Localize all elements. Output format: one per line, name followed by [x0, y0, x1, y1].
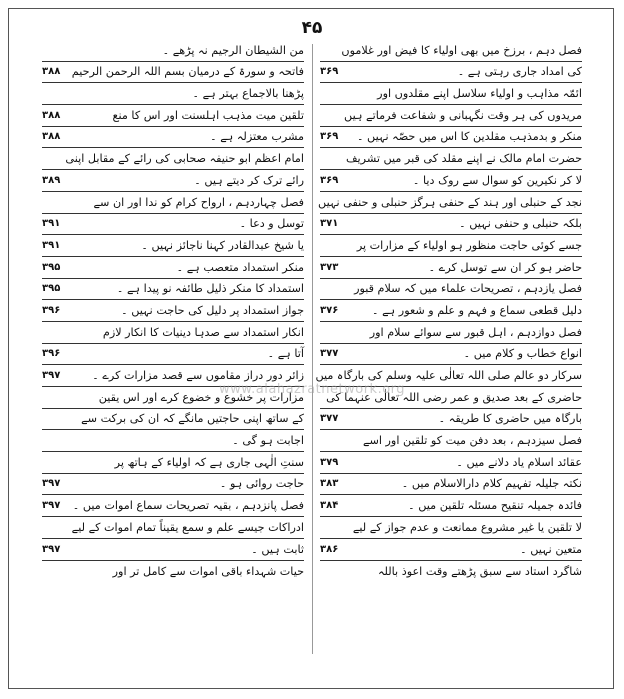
index-entry	[42, 322, 304, 344]
entry-text: مزارات پر خشوع و خضوع کرے اور اس یقین	[98, 390, 304, 404]
index-entry	[320, 105, 582, 127]
entry-text: فصل یازدہم ، تصریحات علماء میں کہ سلام قبور	[354, 282, 582, 296]
entry-text: حضرت امام مالک نے اپنے مقلد کی قبر میں تشریف	[345, 152, 582, 166]
entry-text: لا کر نکیرین کو سوال سے روک دیا ۔	[412, 173, 582, 187]
index-entry	[320, 561, 582, 583]
entry-page-number: ۳۶۹	[320, 66, 339, 78]
index-entry	[42, 539, 304, 561]
index-entry	[42, 495, 304, 517]
index-entry	[42, 62, 304, 84]
entry-page-number: ۳۹۷	[42, 370, 61, 381]
index-entry	[42, 127, 304, 149]
entry-text: مشرب معتزلہ ہے ۔	[210, 130, 304, 144]
entry-page-number: ۳۹۷	[42, 478, 61, 490]
entry-text: ائمّہ مذاہب و اولیاء سلاسل اپنے مقلدوں اور	[377, 87, 582, 101]
watermark-text: www.alahazratnetwork.org	[218, 382, 406, 397]
entry-text: استمداد کا منکر ذلیل طائفہ نو پیدا ہے ۔	[116, 282, 304, 296]
index-entry	[320, 322, 582, 344]
index-entry	[42, 40, 304, 62]
entry-page-number: ۳۹۶	[42, 348, 61, 360]
index-entry	[320, 495, 582, 517]
entry-text: منکر و بدمذہب مقلدین کا اس میں حصّہ نہیں ۔	[356, 130, 582, 144]
index-entry	[42, 148, 304, 170]
index-entry	[42, 235, 304, 257]
index-entry	[320, 83, 582, 105]
entry-text: یا شیخ عبدالقادر کہنا ناجائز نہیں ۔	[141, 238, 304, 252]
index-entry	[320, 409, 582, 431]
entry-text: فصل دوازدہم ، اہل قبور سے سوائے سلام اور	[369, 325, 582, 339]
index-entry	[320, 40, 582, 62]
index-entry	[42, 192, 304, 214]
entry-page-number: ۳۸۸	[42, 131, 61, 143]
entry-text: کے ساتھ اپنی حاجتیں مانگے کہ ان کی برکت سے	[81, 412, 304, 426]
index-entry	[42, 517, 304, 539]
entry-text: فاتحہ و سورۃ کے درمیان بسم اللہ الرحمن الرحیم	[71, 65, 304, 79]
index-entry	[42, 83, 304, 105]
entry-text: من الشیطان الرجیم نہ پڑھے ۔	[162, 43, 304, 57]
entry-page-number: ۳۹۷	[42, 543, 61, 555]
entry-page-number: ۳۷۱	[320, 218, 339, 230]
entry-page-number: ۳۹۱	[42, 239, 61, 251]
index-entry	[320, 257, 582, 279]
index-entry	[320, 279, 582, 301]
index-entry	[42, 452, 304, 474]
index-entry	[320, 300, 582, 322]
entry-text: بارگاہ میں حاضری کا طریقہ ۔	[438, 412, 582, 426]
index-entry	[320, 127, 582, 149]
entry-text: کی امداد جاری رہتی ہے ۔	[457, 65, 582, 79]
entry-text: امام اعظم ابو حنیفہ صحابی کی رائے کے مقابل اپنی	[65, 152, 304, 166]
entry-page-number: ۳۶۹	[320, 131, 339, 143]
entry-text: حاضر ہو کر ان سے توسل کرے ۔	[428, 260, 582, 274]
entry-text: فصل سیزدہم ، بعد دفن میت کو تلقین اور اسے	[362, 434, 582, 448]
index-entry	[320, 430, 582, 452]
index-entry	[42, 344, 304, 366]
index-entry	[42, 214, 304, 236]
index-entry	[320, 344, 582, 366]
left-column	[42, 40, 304, 660]
page-number: ۴۵	[301, 18, 323, 38]
index-entry	[320, 474, 582, 496]
index-entry	[320, 539, 582, 561]
right-column	[315, 40, 582, 660]
entry-text: ادراکات جیسے علم و سمع یقیناً تمام اموات کے لیے	[71, 520, 304, 534]
entry-page-number: ۳۹۶	[42, 304, 61, 316]
index-entry	[320, 192, 582, 214]
entry-page-number: ۳۸۸	[42, 66, 61, 78]
entry-text: منکر استمداد متعصب ہے ۔	[176, 260, 304, 274]
entry-text: جواز استمداد پر دلیل کی حاجت نہیں ۔	[121, 303, 304, 317]
index-entry	[42, 279, 304, 301]
index-entry	[42, 474, 304, 496]
entry-page-number: ۳۷۶	[320, 304, 339, 316]
entry-text: جسے کوئی حاجت منظور ہو اولیاء کے مزارات پر	[356, 238, 582, 252]
index-entry	[42, 257, 304, 279]
entry-text: سنتِ الٰہی جاری ہے کہ اولیاء کے ہاتھ پر	[114, 455, 304, 469]
entry-text: عقائد اسلام یاد دلانے میں ۔	[456, 455, 582, 469]
entry-text: رائے ترک کر دیتے ہیں ۔	[194, 173, 304, 187]
entry-page-number: ۳۷۳	[320, 261, 339, 273]
entry-text: اجابت ہو گی ۔	[232, 434, 304, 448]
entry-text: حاضری کے بعد صدیق و عمر رضی اللہ تعالٰی عنہما کی	[326, 390, 582, 404]
entry-text: تلقین میت مذہب اہلسنت اور اس کا منع	[112, 108, 304, 122]
entry-text: انواع خطاب و کلام میں ۔	[463, 347, 582, 361]
index-entry	[42, 409, 304, 431]
entry-page-number: ۳۸۴	[320, 500, 339, 512]
index-entry	[320, 517, 582, 539]
index-entry	[320, 452, 582, 474]
entry-page-number: ۳۹۷	[42, 500, 61, 512]
index-entry	[42, 170, 304, 192]
entry-text: فائدہ جمیلہ تنقیح مسئلہ تلقین میں ۔	[408, 499, 582, 513]
index-entry	[320, 148, 582, 170]
entry-text: پڑھنا بالاجماع بہتر ہے ۔	[192, 87, 304, 101]
index-entry	[320, 235, 582, 257]
entry-text: توسل و دعا ۔	[239, 217, 304, 231]
entry-text: ثابت ہیں ۔	[251, 542, 304, 556]
entry-page-number: ۳۷۷	[320, 413, 339, 425]
entry-page-number: ۳۹۵	[42, 261, 61, 273]
entry-text: فصل چہاردہم ، ارواح کرام کو ندا اور ان سے	[93, 195, 304, 209]
entry-text: فصل پانزدہم ، بقیہ تصریحات سماع اموات میں ۔	[72, 499, 304, 513]
entry-text: متعین نہیں ۔	[520, 542, 582, 556]
entry-page-number: ۳۷۷	[320, 348, 339, 360]
entry-page-number: ۳۸۳	[320, 478, 339, 490]
entry-text: نکتہ جلیلہ تفہیم کلام دارالاسلام میں ۔	[401, 477, 582, 491]
index-entry	[320, 170, 582, 192]
entry-page-number: ۳۸۶	[320, 543, 339, 555]
entry-page-number: ۳۷۹	[320, 456, 339, 468]
index-entry	[320, 214, 582, 236]
entry-page-number: ۳۶۹	[320, 174, 339, 186]
entry-text: شاگرد استاد سے سبق پڑھتے وقت اعوذ باللہ	[377, 565, 582, 579]
entry-text: نجد کے حنبلی اور ہند کے حنفی ہرگز حنبلی و حنفی نہیں	[318, 195, 582, 209]
entry-text: سرکار دو عالم صلی اللہ تعالٰی علیہ وسلم کی بارگاہ میں	[315, 369, 582, 382]
entry-page-number: ۳۹۵	[42, 283, 61, 295]
index-entry	[42, 300, 304, 322]
entry-text: حیات شہداء باقی اموات سے کامل تر اور	[112, 565, 304, 579]
index-entry	[320, 62, 582, 84]
entry-page-number: ۳۸۹	[42, 174, 61, 186]
entry-text: بلکہ حنبلی و حنفی نہیں ۔	[459, 217, 582, 231]
index-entry	[42, 430, 304, 452]
entry-text: فصل دہم ، برزخ میں بھی اولیاء کا فیض اور غلاموں	[341, 43, 582, 57]
entry-text: انکار استمداد سے صدہا دینیات کا انکار لازم	[102, 325, 304, 339]
entry-text: حاجت روائی ہو ۔	[219, 477, 304, 491]
entry-page-number: ۳۹۱	[42, 218, 61, 230]
index-entry	[42, 105, 304, 127]
entry-text: مریدوں کی ہر وقت نگہبانی و شفاعت فرماتے ہیں	[344, 108, 582, 122]
entry-text: لا تلقین یا غیر مشروع ممانعت و عدم جواز کے لیے	[352, 520, 582, 534]
entry-text: دلیل قطعی سماع و فہم و علم و شعور ہے ۔	[372, 303, 582, 317]
entry-text: آتا ہے ۔	[267, 347, 304, 361]
entry-text: زائر دور دراز مقاموں سے قصد مزارات کرے ۔	[92, 369, 304, 382]
column-divider	[312, 44, 313, 654]
entry-page-number: ۳۸۸	[42, 109, 61, 121]
index-entry	[42, 561, 304, 583]
